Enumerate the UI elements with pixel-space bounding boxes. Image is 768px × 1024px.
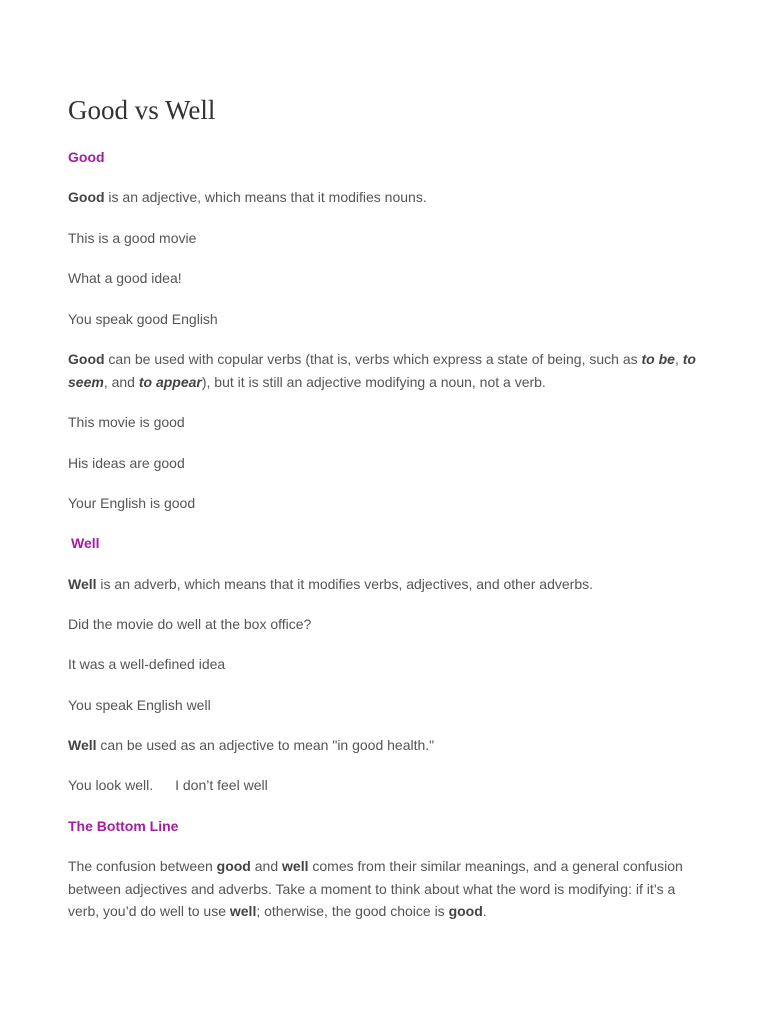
copular-term: Good (68, 351, 105, 367)
well-adj-term: Well (68, 737, 97, 753)
bottom-line-text-4: ; otherwise, the good choice is (256, 903, 449, 919)
bottom-line-paragraph (68, 855, 708, 923)
good-copular-paragraph (68, 348, 708, 393)
copular-verb-to-be: to be (641, 351, 675, 367)
well-definition (68, 573, 708, 596)
well-adj-text: can be used as an adjective to mean "in good health." (96, 737, 435, 753)
good-example-1: This is a good movie (68, 230, 197, 246)
well-example-1: Did the movie do well at the box office? (68, 616, 312, 632)
good-example-2: What a good idea! (68, 270, 182, 286)
well-example-2: It was a well-defined idea (68, 656, 226, 672)
section-heading-bottom-line: The Bottom Line (68, 818, 179, 834)
bottom-line-word-good-2: good (448, 903, 483, 919)
copular-verb-to-appear: to appear (138, 373, 202, 390)
bottom-line-text-2: and (250, 858, 283, 874)
copular-text-3: , and (103, 373, 139, 390)
copular-example-3: Your English is good (68, 495, 196, 511)
page-title: Good vs Well (68, 95, 216, 125)
bottom-line-word-well-2: well (229, 903, 257, 919)
well-term: Well (68, 576, 97, 592)
well-adj-example-1: You look well. (68, 777, 154, 793)
good-definition (68, 186, 708, 209)
bottom-line-text-5: . (482, 903, 487, 919)
good-example-3: You speak good English (68, 311, 218, 327)
copular-verb-to-seem: to seem (68, 351, 696, 390)
good-definition-text: is an adjective, which means that it modifies nouns. (104, 189, 427, 205)
copular-text-1: can be used with copular verbs (that is, verbs which express a state of being, such as (104, 351, 642, 367)
good-term: Good (68, 189, 105, 205)
copular-text-2: , (674, 351, 683, 367)
copular-text-4: ), but it is still an adjective modifying a noun, not a verb. (201, 373, 546, 390)
bottom-line-text-1: The confusion between (68, 858, 217, 874)
well-adjective-paragraph (68, 734, 708, 757)
bottom-line-text-3: comes from their similar meanings, and a general confusion between adjectives and adverbs. Take a moment to think about what the word is modifying: if it’s a verb, you’d do well to use (68, 858, 683, 919)
copular-example-1: This movie is good (68, 414, 185, 430)
copular-example-2: His ideas are good (68, 455, 185, 471)
bottom-line-word-good-1: good (216, 858, 251, 874)
section-heading-good: Good (68, 149, 105, 165)
well-adjective-examples (68, 774, 708, 797)
bottom-line-word-well-1: well (282, 858, 309, 874)
well-definition-text: is an adverb, which means that it modifies verbs, adjectives, and other adverbs. (96, 576, 594, 592)
well-adj-example-2: I don’t feel well (175, 777, 268, 793)
section-heading-well: Well (71, 535, 100, 551)
well-example-3: You speak English well (68, 697, 211, 713)
